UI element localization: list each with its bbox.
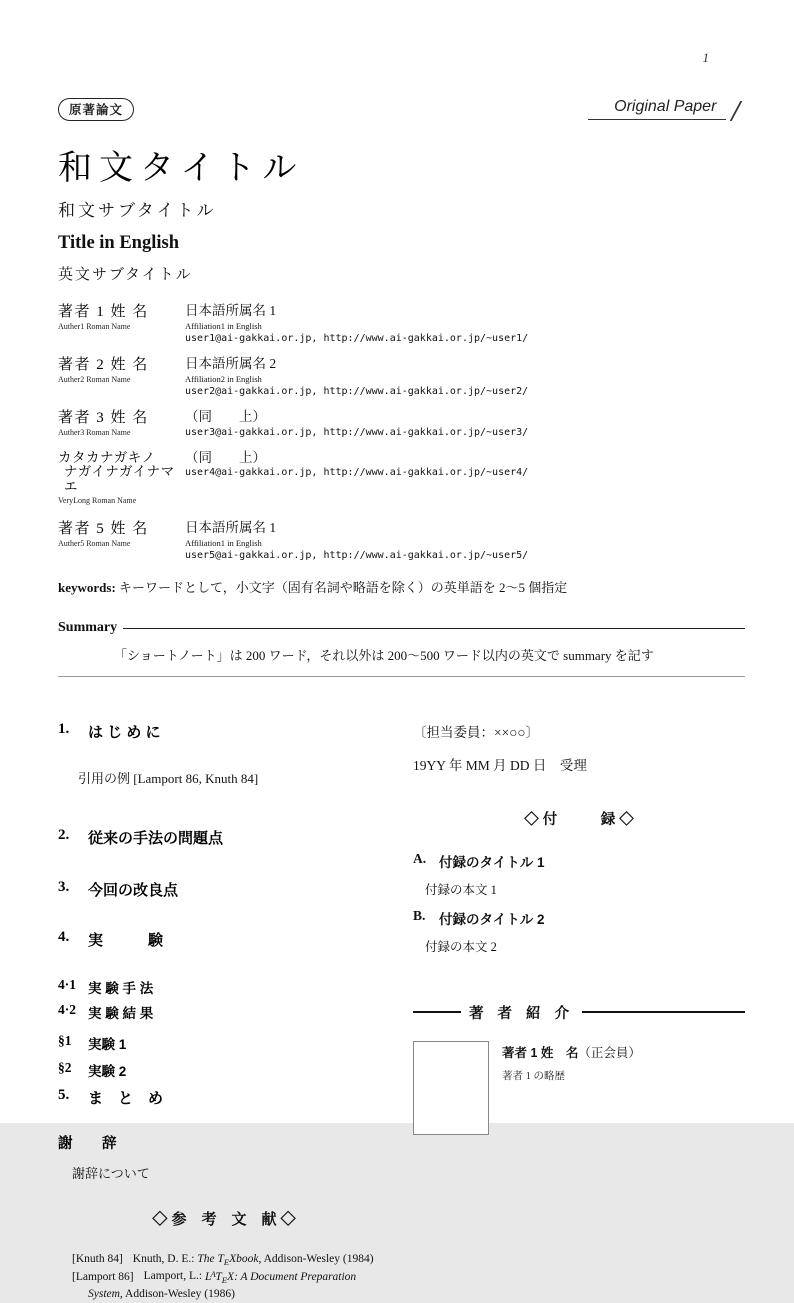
affiliation-japanese: 日本語所属名 2 — [185, 355, 277, 371]
author-roman-name: Auther5 Roman Name — [58, 539, 131, 549]
subsection-heading-4-2: 4·2 実 験 結 果 — [58, 1001, 154, 1021]
keywords-label: keywords: — [58, 579, 116, 595]
category-english-wrap — [588, 98, 737, 120]
author-row — [58, 357, 745, 397]
right-column — [413, 721, 745, 1303]
author-photo-placeholder — [413, 1041, 489, 1135]
author-roman-name: Auther1 Roman Name — [58, 322, 131, 332]
summary-rule-bottom — [58, 676, 745, 677]
page-number: 1 — [702, 50, 709, 65]
category-english-label: Original Paper — [588, 98, 726, 120]
author-name: カタカナガキノ — [58, 449, 156, 465]
bio-membership: （正会員） — [578, 1045, 641, 1060]
received-date: 19YY 年 MM 月 DD 日 受理 — [413, 757, 587, 773]
author-row — [58, 304, 745, 344]
author-row — [58, 451, 745, 506]
paragraph-heading-1: §1 実験 1 — [58, 1032, 127, 1052]
section-heading-5: 5. ま と め — [58, 1086, 164, 1107]
title-english: Title in English — [58, 233, 179, 253]
section-heading-2: 2. 従来の手法の問題点 — [58, 826, 224, 847]
section-heading-4: 4. 実 験 — [58, 928, 164, 949]
author-contact: user2@ai-gakkai.or.jp, http://www.ai-gakkai.or.jp/~user2/ — [185, 385, 529, 397]
bio-history: 著者 1 の略歴 — [502, 1070, 565, 1082]
citation-example: 引用の例 [Lamport 86, Knuth 84] — [78, 770, 259, 786]
two-column-body — [58, 721, 745, 1303]
appendix-b-body: 付録の本文 2 — [425, 939, 497, 954]
appendix-heading: ◇ 付 録 ◇ — [524, 811, 634, 828]
title-japanese: 和文タイトル — [58, 150, 304, 187]
author-contact: user4@ai-gakkai.or.jp, http://www.ai-gakkai.or.jp/~user4/ — [185, 467, 529, 479]
author-contact: user5@ai-gakkai.or.jp, http://www.ai-gakkai.or.jp/~user5/ — [185, 549, 529, 561]
keywords-body: キーワードとして，小文字（固有名詞や略語を除く）の英単語を 2～5 個指定 — [115, 579, 568, 595]
summary-body: 「ショートノート」は 200 ワード，それ以外は 200～500 ワード以内の英文で summary を記す — [114, 647, 654, 663]
author-contact: user1@ai-gakkai.or.jp, http://www.ai-gakkai.or.jp/~user1/ — [185, 332, 529, 344]
acknowledgement-heading: 謝 辞 — [58, 1135, 117, 1152]
slash-mark-icon — [730, 101, 742, 121]
subsection-heading-4-1: 4·1 実 験 手 法 — [58, 976, 154, 996]
section-heading-3: 3. 今回の改良点 — [58, 878, 179, 899]
affiliation-japanese: （同 上） — [185, 408, 266, 424]
subtitle-english: 英文サブタイトル — [58, 267, 193, 283]
affiliation-japanese: （同 上） — [185, 449, 266, 465]
category-badge: 原著論文 — [58, 98, 134, 121]
summary-label: Summary — [58, 619, 118, 635]
bio-rule-right — [582, 1011, 745, 1013]
section-heading-1: 1. は じ め に — [58, 720, 161, 741]
summary-section — [58, 620, 745, 677]
author-name: 著者 3 姓 名 — [58, 409, 149, 426]
keywords-line — [58, 577, 745, 596]
column-gap — [390, 721, 413, 1303]
author-name: 著者 2 姓 名 — [58, 356, 149, 373]
left-column — [58, 721, 390, 1303]
author-name-line2: ナガイナガイナマエ — [64, 464, 175, 495]
author-name: 著者 1 姓 名 — [58, 304, 149, 320]
author-bio — [413, 1041, 745, 1135]
author-roman-name: Auther2 Roman Name — [58, 375, 131, 385]
acknowledgement-body: 謝辞について — [72, 1165, 150, 1181]
editor-note: 〔担当委員：××○○〕 — [413, 724, 540, 740]
summary-rule-top — [123, 628, 745, 629]
appendix-a-body: 付録の本文 1 — [425, 882, 497, 897]
author-list — [58, 304, 745, 561]
header-row — [58, 98, 745, 124]
author-roman-name: VeryLong Roman Name — [58, 496, 137, 506]
author-roman-name: Auther3 Roman Name — [58, 427, 131, 437]
affiliation-japanese: 日本語所属名 1 — [185, 520, 277, 536]
reference-item: [Knuth 84] Knuth, D. E.: The $T_EXbook$, Addison-Wesley (1984) — [72, 1252, 374, 1267]
bio-rule-left — [413, 1011, 461, 1013]
references-list — [58, 1251, 390, 1303]
author-row — [58, 521, 745, 561]
subtitle-japanese: 和文サブタイトル — [58, 201, 217, 220]
bio-author-name: 著者 1 姓 名 — [502, 1045, 579, 1060]
affiliation-english: Affiliation1 in English — [185, 537, 262, 548]
author-contact: user3@ai-gakkai.or.jp, http://www.ai-gakkai.or.jp/~user3/ — [185, 426, 529, 438]
affiliation-english: Affiliation2 in English — [185, 373, 262, 384]
author-introduction-heading: 著 者 紹 介 — [413, 1002, 745, 1023]
reference-item: [Lamport 86] Lamport, L.: $LAT_EX$: A Document Preparation System, Addison-Wesley (1986) — [72, 1269, 357, 1301]
affiliation-english: Affiliation1 in English — [185, 320, 262, 331]
paragraph-heading-2: §2 実験 2 — [58, 1059, 127, 1079]
affiliation-japanese: 日本語所属名 1 — [185, 303, 277, 318]
author-row — [58, 410, 745, 438]
references-heading: ◇ 参 考 文 献 ◇ — [152, 1210, 296, 1228]
appendix-b-heading: B. 付録のタイトル 2 — [413, 907, 545, 927]
appendix-a-heading: A. 付録のタイトル 1 — [413, 850, 545, 870]
author-name: 著者 5 姓 名 — [58, 521, 149, 538]
